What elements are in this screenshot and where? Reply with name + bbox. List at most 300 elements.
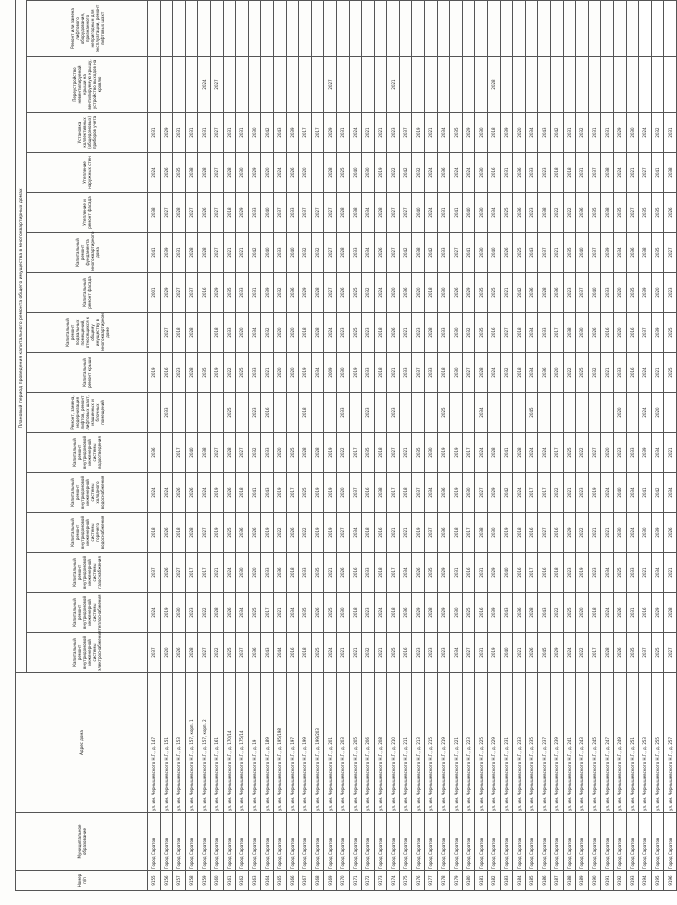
row-number: 9157	[173, 870, 186, 890]
row-municipality: Город Саратов	[399, 812, 412, 870]
row-year-cell: 2021	[387, 512, 400, 552]
row-year-cell: 2019	[311, 472, 324, 512]
row-year-cell: 2020	[299, 152, 312, 192]
row-year-cell: 2028	[185, 352, 198, 392]
row-year-cell: 2027	[210, 232, 223, 272]
row-year-cell: 2035	[311, 552, 324, 592]
table-row	[185, 0, 198, 890]
row-year-cell: 2019	[311, 512, 324, 552]
row-year-cell: 2019	[273, 472, 286, 512]
row-year-cell: 2032	[362, 272, 375, 312]
row-year-cell: 2020	[261, 152, 274, 192]
row-year-cell: 2026	[450, 272, 463, 312]
row-year-cell: 2020	[387, 272, 400, 312]
row-year-cell	[349, 56, 362, 112]
row-address: ул. им. Чернышевского Н.Г., д. 208	[374, 672, 387, 812]
row-year-cell: 2026	[160, 552, 173, 592]
row-number: 9188	[563, 870, 576, 890]
row-municipality: Город Саратов	[563, 812, 576, 870]
row-year-cell	[261, 0, 274, 56]
row-number: 9192	[613, 870, 626, 890]
row-year-cell	[412, 392, 425, 432]
row-number: 9162	[236, 870, 249, 890]
row-year-cell: 2018	[362, 512, 375, 552]
row-year-cell: 2018	[374, 552, 387, 592]
row-year-cell: 2029	[437, 592, 450, 632]
row-year-cell: 2027	[626, 192, 639, 232]
row-year-cell: 2040	[576, 232, 589, 272]
column-header-work-type: Утепление и ремонт фасада	[27, 192, 148, 232]
row-year-cell: 2042	[651, 472, 664, 512]
row-year-cell: 2016	[626, 352, 639, 392]
row-number: 9163	[248, 870, 261, 890]
row-address: ул. им. Чернышевского Н.Г., д. 189	[261, 672, 274, 812]
row-year-cell: 2035	[639, 192, 652, 232]
row-municipality: Город Саратов	[173, 812, 186, 870]
table-row	[563, 0, 576, 890]
row-year-cell: 2022	[336, 432, 349, 472]
column-header-work-type: Ремонт, замена, модернизация лифтов, ремонт лифтовых шахт, машинных и блочных помещений	[27, 392, 148, 432]
row-year-cell: 2020	[651, 392, 664, 432]
row-year-cell: 2028	[425, 312, 438, 352]
row-municipality: Город Саратов	[462, 812, 475, 870]
table-row	[336, 0, 349, 890]
row-year-cell: 2038	[563, 312, 576, 352]
row-year-cell: 2028	[185, 312, 198, 352]
row-year-cell: 2029	[488, 472, 501, 512]
row-municipality: Город Саратов	[588, 812, 601, 870]
row-year-cell: 2024	[425, 192, 438, 232]
row-year-cell: 2018	[387, 592, 400, 632]
row-year-cell	[185, 56, 198, 112]
row-year-cell: 2019	[210, 352, 223, 392]
row-year-cell: 2018	[399, 472, 412, 512]
row-year-cell	[148, 312, 161, 352]
row-year-cell: 2034	[362, 232, 375, 272]
row-year-cell: 2016	[525, 512, 538, 552]
row-year-cell	[588, 392, 601, 432]
row-year-cell: 2041	[450, 192, 463, 232]
row-year-cell	[601, 56, 614, 112]
row-year-cell	[148, 392, 161, 432]
row-year-cell: 2037	[576, 272, 589, 312]
row-year-cell	[462, 0, 475, 56]
row-address: ул. им. Чернышевского Н.Г., д. 153	[173, 672, 186, 812]
row-year-cell: 2034	[437, 112, 450, 152]
row-address: ул. им. Чернышевского Н.Г., д. 157, корп. 1	[185, 672, 198, 812]
row-year-cell: 2021	[399, 312, 412, 352]
row-address: ул. им. Чернышевского Н.Г., д. 223	[462, 672, 475, 812]
row-year-cell: 2030	[236, 152, 249, 192]
row-year-cell	[324, 392, 337, 432]
row-year-cell: 2021	[374, 632, 387, 672]
row-year-cell: 2019	[299, 352, 312, 392]
row-year-cell: 2025	[236, 352, 249, 392]
row-year-cell: 2029	[412, 592, 425, 632]
row-year-cell: 2033	[613, 352, 626, 392]
row-year-cell: 2016	[551, 512, 564, 552]
row-year-cell: 2018	[349, 592, 362, 632]
row-year-cell: 2024	[148, 592, 161, 632]
row-year-cell: 2016	[261, 392, 274, 432]
row-year-cell: 2037	[399, 112, 412, 152]
row-year-cell: 2031	[626, 592, 639, 632]
row-year-cell: 2020	[576, 592, 589, 632]
row-year-cell: 2016	[399, 632, 412, 672]
row-year-cell: 2031	[248, 272, 261, 312]
row-year-cell	[336, 56, 349, 112]
row-year-cell: 2034	[362, 192, 375, 232]
row-year-cell: 2020	[160, 632, 173, 672]
row-municipality: Город Саратов	[551, 812, 564, 870]
row-number: 9172	[362, 870, 375, 890]
row-year-cell: 2024	[563, 632, 576, 672]
column-header-work-type: Установка коллективных (общедомовых) приборов учета	[27, 112, 148, 152]
row-year-cell: 2036	[437, 152, 450, 192]
row-year-cell	[236, 392, 249, 432]
row-number: 9185	[525, 870, 538, 890]
row-year-cell: 2026	[525, 632, 538, 672]
row-address: ул. им. Чернышевского Н.Г., д. 157, корп. 2	[198, 672, 211, 812]
row-year-cell: 2028	[336, 232, 349, 272]
row-year-cell: 2018	[148, 512, 161, 552]
row-year-cell: 2036	[148, 432, 161, 472]
row-number: 9156	[160, 870, 173, 890]
row-year-cell: 2028	[513, 432, 526, 472]
row-year-cell: 2023	[613, 432, 626, 472]
row-year-cell	[538, 392, 551, 432]
row-year-cell: 2025	[324, 592, 337, 632]
row-year-cell	[261, 56, 274, 112]
row-year-cell: 2023	[387, 112, 400, 152]
row-year-cell: 2039	[261, 272, 274, 312]
row-number: 9181	[475, 870, 488, 890]
row-year-cell: 2020	[613, 272, 626, 312]
row-year-cell: 2016	[374, 512, 387, 552]
row-year-cell	[425, 0, 438, 56]
row-year-cell: 2040	[588, 272, 601, 312]
table-row	[299, 0, 312, 890]
row-year-cell	[198, 312, 211, 352]
row-year-cell: 2025	[223, 512, 236, 552]
row-year-cell	[299, 0, 312, 56]
table-row	[362, 0, 375, 890]
row-year-cell: 2031	[185, 112, 198, 152]
row-year-cell: 2028	[185, 632, 198, 672]
row-year-cell: 2022	[576, 632, 589, 672]
row-year-cell: 2019	[437, 432, 450, 472]
row-year-cell: 2039	[488, 592, 501, 632]
row-year-cell: 2026	[160, 512, 173, 552]
row-year-cell: 2034	[475, 392, 488, 432]
row-year-cell	[210, 392, 223, 432]
row-year-cell: 2034	[286, 592, 299, 632]
row-year-cell: 2026	[374, 232, 387, 272]
row-year-cell: 2022	[551, 192, 564, 232]
row-year-cell: 2030	[450, 352, 463, 392]
row-year-cell: 2024	[475, 432, 488, 472]
row-year-cell: 2027	[198, 632, 211, 672]
row-year-cell	[576, 0, 589, 56]
row-year-cell: 2021	[551, 232, 564, 272]
row-year-cell	[450, 0, 463, 56]
row-year-cell: 2018	[374, 352, 387, 392]
row-address: ул. им. Чернышевского Н.Г., д. 211	[399, 672, 412, 812]
row-year-cell: 2020	[613, 312, 626, 352]
row-year-cell: 2022	[576, 432, 589, 472]
row-year-cell: 2030	[475, 232, 488, 272]
row-year-cell: 2030	[336, 592, 349, 632]
row-year-cell: 2042	[513, 272, 526, 312]
row-municipality: Город Саратов	[349, 812, 362, 870]
row-year-cell: 2021	[425, 112, 438, 152]
row-municipality: Город Саратов	[198, 812, 211, 870]
row-year-cell	[450, 392, 463, 432]
row-year-cell	[664, 0, 677, 56]
row-year-cell: 2018	[488, 112, 501, 152]
row-year-cell: 2039	[639, 432, 652, 472]
row-year-cell: 2043	[525, 232, 538, 272]
row-year-cell	[173, 392, 186, 432]
row-year-cell: 2027	[173, 552, 186, 592]
row-year-cell	[374, 0, 387, 56]
row-year-cell: 2019	[412, 512, 425, 552]
row-year-cell: 2020	[236, 312, 249, 352]
row-year-cell: 2018	[299, 392, 312, 432]
row-year-cell: 2041	[148, 232, 161, 272]
row-year-cell: 2026	[664, 192, 677, 232]
table-row	[198, 0, 211, 890]
row-year-cell: 2025	[563, 592, 576, 632]
table-row	[450, 0, 463, 890]
row-year-cell: 2036	[437, 512, 450, 552]
row-address: ул. им. Чернышевского Н.Г., д. 170/14	[223, 672, 236, 812]
row-year-cell	[563, 56, 576, 112]
row-address: ул. им. Чернышевского Н.Г., д. 161	[210, 672, 223, 812]
row-year-cell: 2016	[513, 552, 526, 592]
row-year-cell: 2038	[349, 192, 362, 232]
row-year-cell	[450, 56, 463, 112]
row-year-cell: 2029	[551, 632, 564, 672]
table-row	[601, 0, 614, 890]
table-row	[551, 0, 564, 890]
row-year-cell: 2037	[588, 232, 601, 272]
table-row	[374, 0, 387, 890]
row-year-cell: 2021	[626, 152, 639, 192]
row-number: 9195	[651, 870, 664, 890]
row-year-cell: 2026	[286, 152, 299, 192]
row-year-cell: 2027	[336, 512, 349, 552]
row-year-cell	[236, 0, 249, 56]
row-address: ул. им. Чернышевского Н.Г., д. 233	[513, 672, 526, 812]
row-year-cell: 2021	[324, 552, 337, 592]
row-year-cell: 2031	[576, 152, 589, 192]
row-address: ул. им. Чернышевского Н.Г., д. 235	[525, 672, 538, 812]
row-year-cell: 2034	[626, 472, 639, 512]
row-year-cell: 2021	[387, 352, 400, 392]
row-year-cell: 2024	[198, 56, 211, 112]
column-header-work-type: Капитальный ремонт фасада	[27, 272, 148, 312]
row-year-cell: 2034	[664, 472, 677, 512]
row-year-cell: 2036	[513, 192, 526, 232]
table-row	[626, 0, 639, 890]
row-year-cell: 2039	[651, 312, 664, 352]
row-year-cell: 2023	[362, 312, 375, 352]
row-year-cell: 2017	[349, 432, 362, 472]
column-header-municipality: Муниципальное образование	[16, 812, 148, 870]
row-year-cell: 2016	[160, 352, 173, 392]
row-year-cell: 2028	[525, 592, 538, 632]
row-year-cell: 2025	[349, 312, 362, 352]
row-year-cell: 2028	[223, 152, 236, 192]
row-municipality: Город Саратов	[488, 812, 501, 870]
table-body	[148, 0, 677, 890]
row-year-cell: 2030	[475, 192, 488, 232]
row-year-cell	[236, 56, 249, 112]
row-year-cell: 2038	[185, 152, 198, 192]
row-year-cell: 2032	[311, 232, 324, 272]
row-year-cell: 2030	[450, 312, 463, 352]
row-year-cell: 2029	[324, 112, 337, 152]
row-year-cell: 2029	[563, 512, 576, 552]
row-year-cell: 2033	[248, 352, 261, 392]
row-year-cell: 2030	[475, 152, 488, 192]
row-year-cell: 2033	[425, 352, 438, 392]
table-row	[387, 0, 400, 890]
row-year-cell: 2017	[462, 432, 475, 472]
row-year-cell: 2027	[500, 312, 513, 352]
row-year-cell	[223, 56, 236, 112]
column-header-work-type: Утепление наружных стен	[27, 152, 148, 192]
row-year-cell: 2037	[639, 312, 652, 352]
row-year-cell: 2024	[148, 472, 161, 512]
row-year-cell: 2026	[336, 272, 349, 312]
row-year-cell	[311, 0, 324, 56]
row-municipality: Город Саратов	[311, 812, 324, 870]
row-year-cell: 2030	[437, 272, 450, 312]
row-year-cell: 2040	[185, 432, 198, 472]
row-year-cell: 2021	[601, 352, 614, 392]
row-year-cell: 2028	[311, 272, 324, 312]
row-year-cell: 2034	[525, 112, 538, 152]
row-year-cell	[160, 0, 173, 56]
row-year-cell: 2024	[324, 632, 337, 672]
row-year-cell: 2019	[488, 632, 501, 672]
row-year-cell: 2033	[626, 552, 639, 592]
row-address: ул. им. Чернышевского Н.Г., д. 247	[601, 672, 614, 812]
row-year-cell: 2025	[488, 272, 501, 312]
row-address: ул. им. Чернышевского Н.Г., д. 175/14	[236, 672, 249, 812]
row-year-cell: 2039	[500, 112, 513, 152]
row-year-cell: 2039	[601, 232, 614, 272]
row-year-cell: 2027	[210, 432, 223, 472]
row-year-cell: 2039	[160, 232, 173, 272]
row-year-cell: 2030	[613, 512, 626, 552]
row-year-cell: 2009	[324, 352, 337, 392]
table-row	[210, 0, 223, 890]
row-year-cell: 2027	[311, 192, 324, 232]
row-year-cell: 2023	[412, 312, 425, 352]
row-year-cell: 2023	[664, 272, 677, 312]
row-year-cell: 2022	[198, 592, 211, 632]
row-municipality: Город Саратов	[601, 812, 614, 870]
row-year-cell: 2025	[223, 392, 236, 432]
row-number: 9173	[374, 870, 387, 890]
row-year-cell: 2021	[374, 112, 387, 152]
row-number: 9165	[273, 870, 286, 890]
row-year-cell: 2018	[513, 352, 526, 392]
row-year-cell: 2035	[425, 552, 438, 592]
row-year-cell: 2025	[563, 432, 576, 472]
table-row	[349, 0, 362, 890]
row-year-cell	[362, 56, 375, 112]
row-year-cell: 2034	[525, 312, 538, 352]
row-address: ул. им. Чернышевского Н.Г., д. 199	[299, 672, 312, 812]
row-year-cell: 2024	[148, 152, 161, 192]
row-year-cell	[349, 392, 362, 432]
row-year-cell: 2022	[563, 352, 576, 392]
row-year-cell: 2021	[588, 512, 601, 552]
row-year-cell: 2025	[437, 392, 450, 432]
row-year-cell: 2016	[198, 272, 211, 312]
row-year-cell: 2028	[425, 592, 438, 632]
row-year-cell: 2019	[450, 472, 463, 512]
row-year-cell: 2036	[513, 152, 526, 192]
row-year-cell	[374, 392, 387, 432]
row-year-cell: 2030	[488, 512, 501, 552]
row-year-cell: 2024	[198, 472, 211, 512]
row-municipality: Город Саратов	[500, 812, 513, 870]
table-row	[236, 0, 249, 890]
row-year-cell: 2024	[626, 512, 639, 552]
row-year-cell	[639, 56, 652, 112]
row-year-cell: 2034	[613, 232, 626, 272]
row-year-cell: 2023	[336, 312, 349, 352]
row-year-cell: 2023	[563, 272, 576, 312]
row-year-cell: 2034	[425, 472, 438, 512]
row-year-cell: 2035	[299, 592, 312, 632]
row-year-cell: 2024	[601, 592, 614, 632]
row-year-cell: 2027	[399, 192, 412, 232]
row-year-cell	[639, 0, 652, 56]
row-year-cell: 2020	[286, 312, 299, 352]
table-row	[412, 0, 425, 890]
row-year-cell: 2038	[374, 472, 387, 512]
row-year-cell	[551, 56, 564, 112]
row-year-cell: 2020	[613, 392, 626, 432]
row-year-cell: 2041	[462, 232, 475, 272]
row-year-cell	[198, 392, 211, 432]
row-year-cell: 2019	[210, 512, 223, 552]
row-year-cell	[601, 392, 614, 432]
row-year-cell: 2024	[538, 432, 551, 472]
row-year-cell: 2023	[387, 392, 400, 432]
row-year-cell	[500, 0, 513, 56]
row-year-cell	[425, 392, 438, 432]
row-number: 9182	[488, 870, 501, 890]
table-row	[261, 0, 274, 890]
row-year-cell: 2025	[349, 272, 362, 312]
row-year-cell: 2027	[664, 632, 677, 672]
row-year-cell: 2038	[475, 512, 488, 552]
row-number: 9177	[425, 870, 438, 890]
row-year-cell: 2024	[601, 472, 614, 512]
row-year-cell: 2040	[261, 192, 274, 232]
row-year-cell: 2041	[500, 432, 513, 472]
row-year-cell: 2028	[336, 192, 349, 232]
row-year-cell: 2023	[525, 192, 538, 232]
column-header-work-type: Капитальный ремонт фундамента многоквартирного дома	[27, 232, 148, 272]
